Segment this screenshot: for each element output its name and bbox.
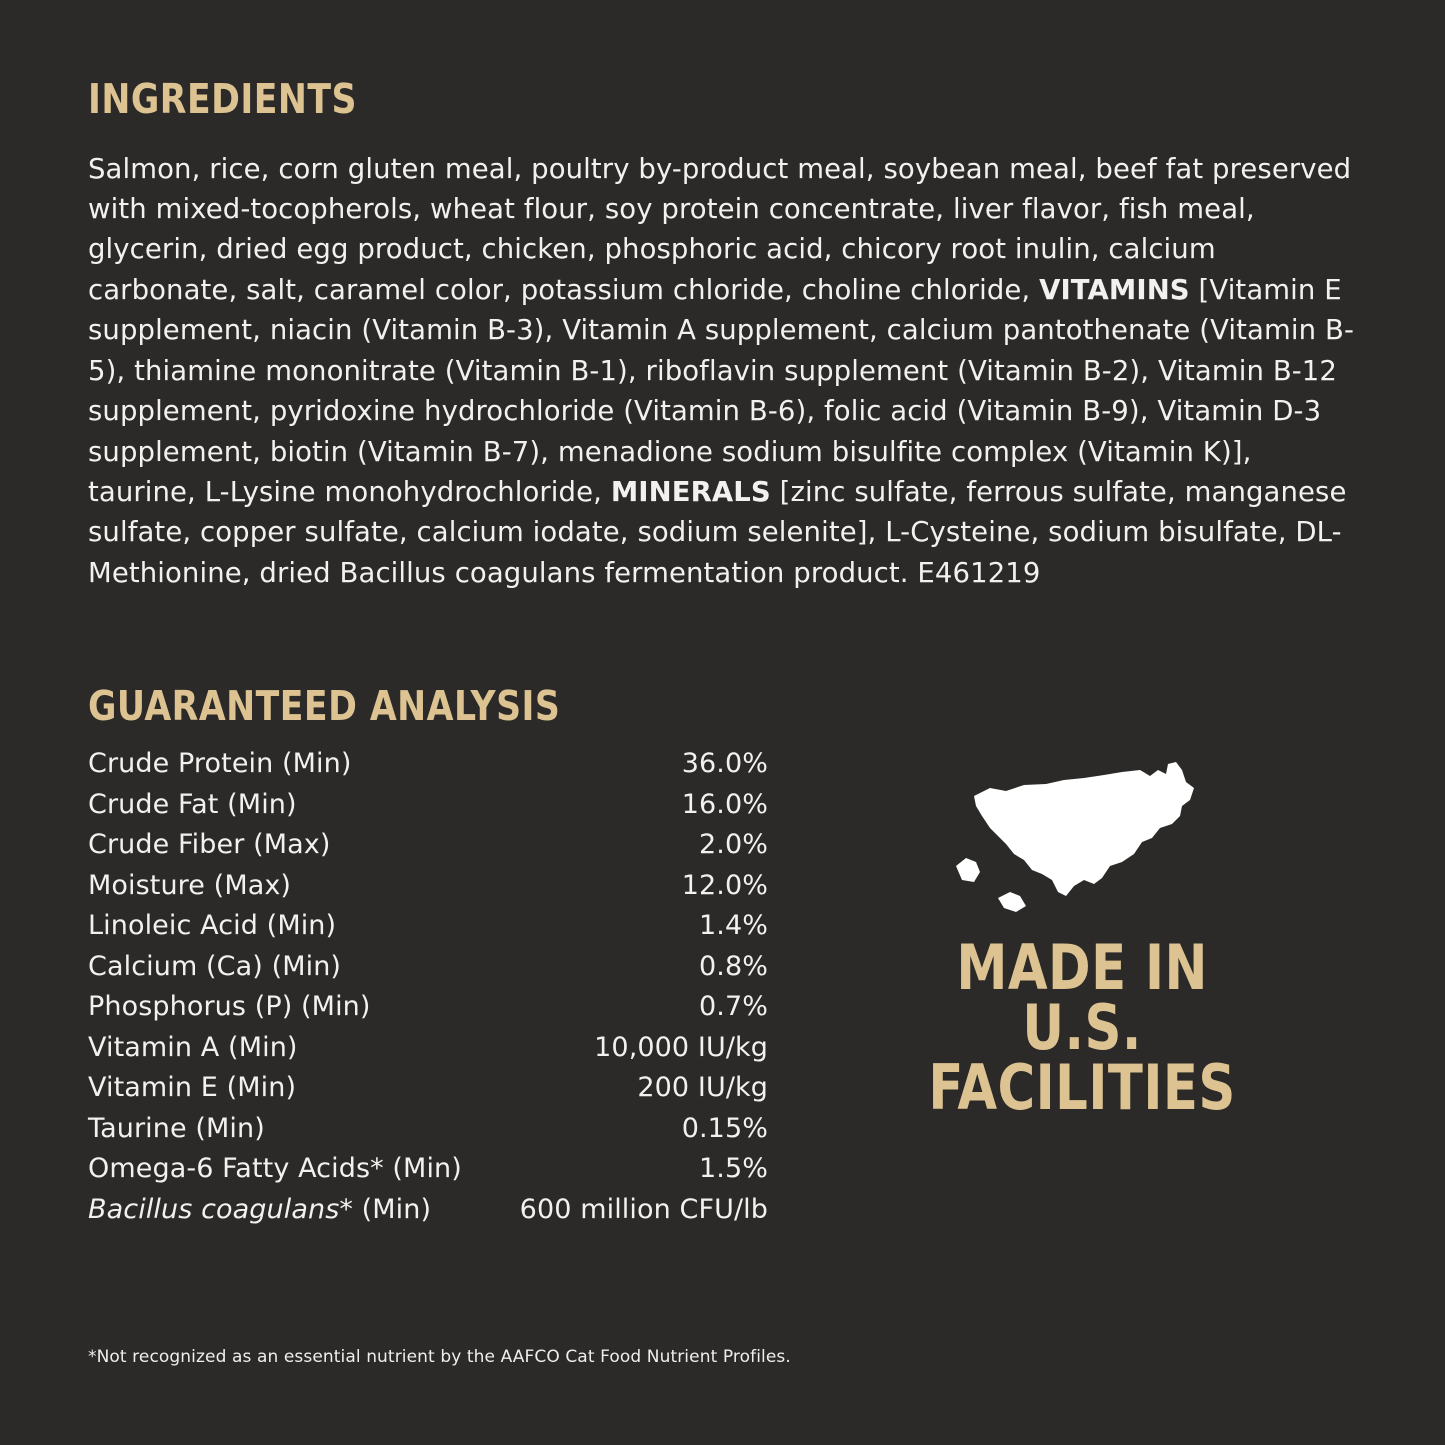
guaranteed-analysis-section — [88, 682, 1357, 1230]
ingredients-text-part2: [Vitamin E supplement, niacin (Vitamin B-3), Vitamin A supplement, calcium pantothenate (Vitamin B-5), thiamine mononitrate (Vitamin B-1), riboflavin supplement (Vitamin B-2), Vitamin B-12 supplement, pyridoxine hydrochloride (Vitamin B-6), folic acid (Vitamin B-9), Vitamin D-3 supplement, biotin (Vitamin B-7), menadione sodium bisulfite complex (Vitamin K)], taurine, L-Lysine monohydrochloride, — [88, 273, 1354, 508]
nutrient-name: Linoleic Acid (Min) — [88, 910, 337, 942]
nutrient-name: Crude Protein (Min) — [88, 748, 352, 780]
nutrient-value: 0.7% — [699, 991, 768, 1023]
guaranteed-analysis-heading: GUARANTEED ANALYSIS — [88, 682, 561, 731]
nutrient-name-rest: * (Min) — [339, 1193, 432, 1225]
ingredients-text-part1: Salmon, rice, corn gluten meal, poultry by-product meal, soybean meal, beef fat preserved with mixed-tocopherols, wheat flour, soy protein concentrate, liver flavor, fish meal, glycerin, dried egg product, chicken, phosphoric acid, chicory root inulin, calcium carbonate, salt, caramel color, potassium chloride, choline chloride, — [88, 152, 1352, 306]
footnote: *Not recognized as an essential nutrient by the AAFCO Cat Food Nutrient Profiles. — [88, 1347, 791, 1367]
nutrient-name — [88, 1190, 431, 1231]
nutrient-name-italic: Bacillus coagulans — [88, 1193, 340, 1225]
nutrient-name: Phosphorus (P) (Min) — [88, 991, 371, 1023]
made-in-usa-badge — [768, 744, 1357, 1125]
made-in-usa-text — [928, 931, 1237, 1125]
ingredients-text-part3: [zinc sulfate, ferrous sulfate, manganese sulfate, copper sulfate, calcium iodate, sodium selenite], L-Cysteine, sodium bisulfate, DL-Methionine, dried Bacillus coagulans fermentation product. E461219 — [88, 475, 1347, 589]
ingredients-text — [88, 149, 1357, 594]
table-row — [88, 1068, 768, 1109]
badge-line-3: FACILITIES — [928, 1051, 1237, 1125]
nutrient-value: 0.8% — [699, 950, 768, 982]
vitamins-label: VITAMINS — [1039, 273, 1190, 306]
badge-line-2: U.S. — [1022, 991, 1143, 1065]
table-row — [88, 906, 768, 947]
nutrient-value: 1.4% — [699, 910, 768, 942]
table-row — [88, 785, 768, 826]
nutrient-name: Moisture (Max) — [88, 869, 292, 901]
guaranteed-analysis-table — [88, 744, 768, 1230]
nutrient-value: 36.0% — [681, 748, 768, 780]
table-row — [88, 744, 768, 785]
nutrient-value: 2.0% — [699, 829, 768, 861]
nutrient-name: Taurine (Min) — [88, 1112, 265, 1144]
nutrient-value: 200 IU/kg — [637, 1072, 768, 1104]
nutrient-name: Calcium (Ca) (Min) — [88, 950, 342, 982]
nutrient-name: Vitamin A (Min) — [88, 1031, 298, 1063]
nutrient-value: 600 million CFU/lb — [519, 1193, 768, 1225]
nutrient-value: 10,000 IU/kg — [594, 1031, 768, 1063]
nutrient-name: Crude Fat (Min) — [88, 788, 297, 820]
nutrient-value: 1.5% — [699, 1153, 768, 1185]
minerals-label: MINERALS — [610, 475, 771, 508]
table-row — [88, 866, 768, 907]
nutrient-name: Vitamin E (Min) — [88, 1072, 297, 1104]
table-row — [88, 1109, 768, 1150]
table-row — [88, 987, 768, 1028]
table-row — [88, 1190, 768, 1231]
table-row — [88, 947, 768, 988]
ingredients-heading: INGREDIENTS — [88, 75, 357, 123]
nutrient-name: Crude Fiber (Max) — [88, 829, 331, 861]
usa-map-icon — [954, 758, 1212, 920]
nutrient-value: 12.0% — [681, 869, 768, 901]
nutrient-value: 16.0% — [681, 788, 768, 820]
nutrient-value: 0.15% — [681, 1112, 768, 1144]
nutrient-name: Omega-6 Fatty Acids* (Min) — [88, 1153, 462, 1185]
table-row — [88, 1149, 768, 1190]
table-row — [88, 825, 768, 866]
table-row — [88, 1028, 768, 1069]
badge-line-1: MADE IN — [956, 931, 1209, 1005]
